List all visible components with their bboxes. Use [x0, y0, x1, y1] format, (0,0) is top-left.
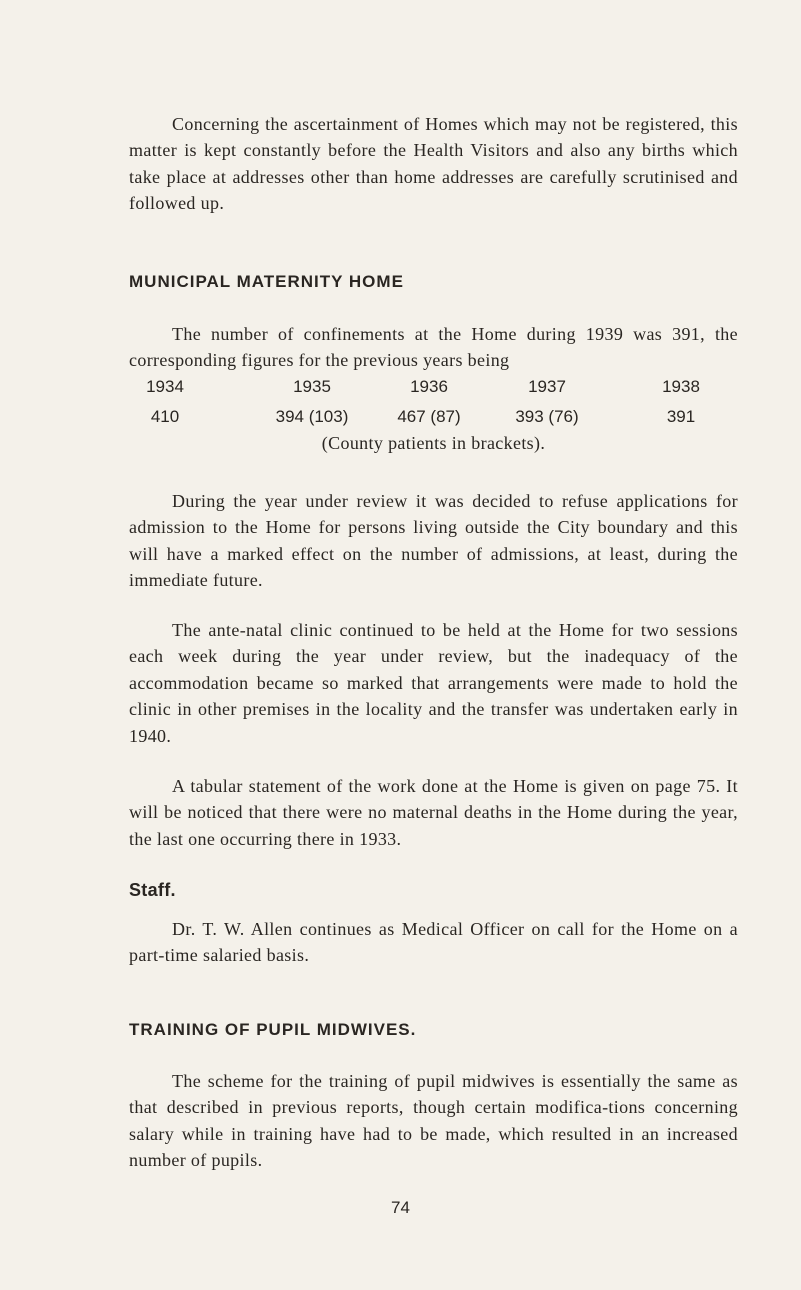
paragraph-refuse-applications: During the year under review it was decided to refuse applications for admission to the Home for persons living outside the City boundary and this will have a marked effect on the number of admissions, at least, during the immediate future.	[129, 491, 738, 591]
table-row-years	[129, 377, 738, 407]
year-cell: 1935	[293, 377, 331, 396]
figure-cell: 467 (87)	[397, 407, 461, 426]
paragraph-staff: Dr. T. W. Allen continues as Medical Officer on call for the Home on a part-time salaried basis.	[129, 919, 738, 966]
heading-training-pupil-midwives: TRAINING OF PUPIL MIDWIVES.	[129, 1020, 417, 1039]
table-note: (County patients in brackets).	[321, 433, 546, 453]
paragraph-confinements: The number of confinements at the Home during 1939 was 391, the corresponding figures for the previous years being	[129, 324, 738, 371]
page-number: 74	[391, 1198, 410, 1217]
year-cell: 1937	[528, 377, 566, 396]
paragraph-tabular-statement: A tabular statement of the work done at the Home is given on page 75. It will be noticed that there were no maternal deaths in the Home during the year, the last one occurring there in 1933.	[129, 776, 738, 849]
heading-staff: Staff.	[129, 880, 176, 900]
figure-cell: 393 (76)	[515, 407, 579, 426]
paragraph-training: The scheme for the training of pupil midwives is essentially the same as that described in previous reports, though certain modifica-tions concerning salary while in training have had to be made, which resulted in an increased number of pupils.	[129, 1071, 738, 1171]
heading-municipal-maternity-home: MUNICIPAL MATERNITY HOME	[129, 272, 404, 291]
year-cell: 1936	[410, 377, 448, 396]
paragraph-homes: Concerning the ascertainment of Homes which may not be registered, this matter is kept constantly before the Health Visitors and also any births which take place at addresses other than home addresses are carefully scrutinised and followed up.	[129, 114, 738, 214]
confinement-table	[129, 377, 738, 437]
year-cell: 1934	[146, 377, 184, 396]
figure-cell: 394 (103)	[275, 407, 349, 426]
paragraph-ante-natal-clinic: The ante-natal clinic continued to be held at the Home for two sessions each week during the year under review, but the inadequacy of the accommodation became so marked that arrangements were made to hold the clinic in other premises in the locality and the transfer was undertaken early in 1940.	[129, 620, 738, 746]
year-cell: 1938	[662, 377, 700, 396]
figure-cell: 391	[666, 407, 696, 426]
figure-cell: 410	[150, 407, 180, 426]
